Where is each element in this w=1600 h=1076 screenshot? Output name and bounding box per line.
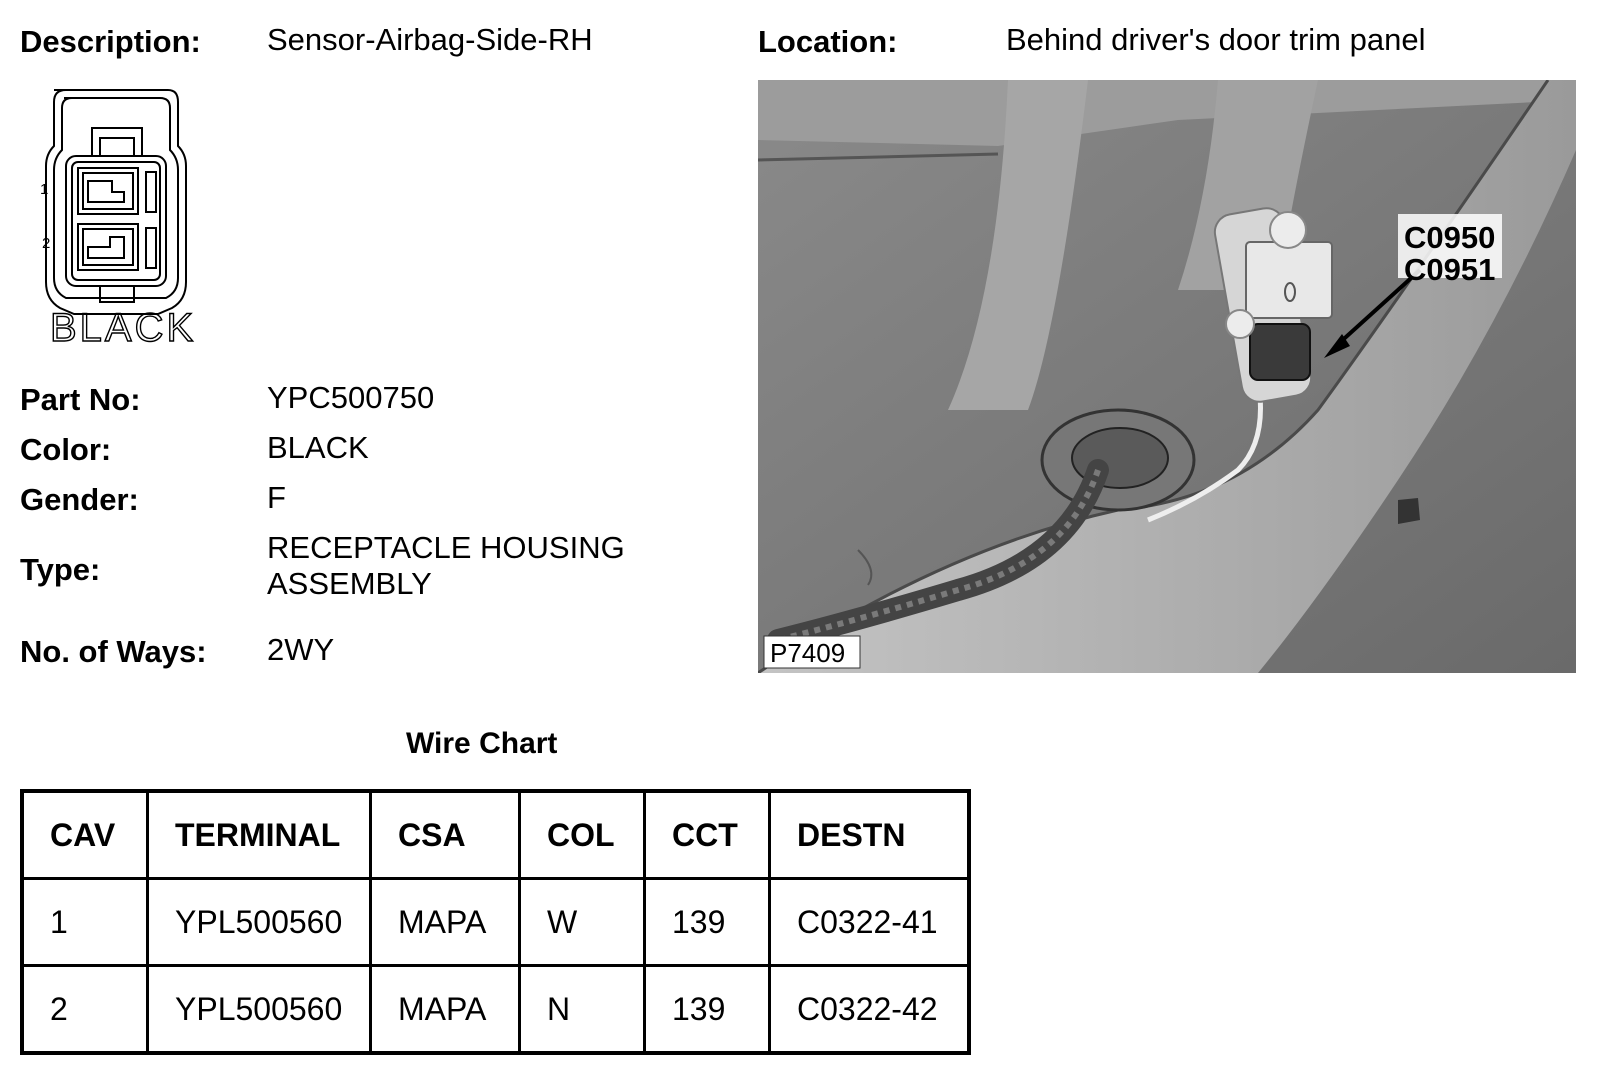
ways-label: No. of Ways: [20,634,207,669]
cell-cav: 2 [22,966,148,1054]
header-cav: CAV [22,791,148,879]
connector-bottom-tab [100,286,134,302]
cell-cct: 139 [645,879,770,966]
header-csa: CSA [371,791,520,879]
color-label: Color: [20,432,112,467]
type-label: Type: [20,552,101,587]
callout-c0950: C0950 [1404,220,1496,255]
table-row [22,966,969,1054]
airbag-sensor [1246,242,1332,318]
location-value: Behind driver's door trim panel [1006,22,1426,57]
ways-value: 2WY [267,632,335,667]
wire-chart-table [20,789,971,1055]
connector-body [66,156,166,286]
pin-2-label: 2 [42,235,51,252]
header-terminal: TERMINAL [148,791,371,879]
cell-terminal: YPL500560 [148,966,371,1054]
connector-face-diagram [26,86,206,356]
location-photo [758,80,1576,673]
description-value: Sensor-Airbag-Side-RH [267,22,593,57]
door-clip [1398,498,1420,524]
callout-c0951: C0951 [1404,252,1496,287]
type-value-line1: RECEPTACLE HOUSING [267,530,625,565]
table-header-row [22,791,969,879]
pin-1-label: 1 [40,181,49,198]
part-no-value: YPC500750 [267,380,435,415]
cell-terminal: YPL500560 [148,879,371,966]
cell-col: W [520,879,645,966]
cell-cav: 1 [22,879,148,966]
description-label: Description: [20,24,201,59]
color-value: BLACK [267,430,369,465]
header-destn: DESTN [770,791,970,879]
figure-id: P7409 [770,638,846,668]
cell-destn: C0322-41 [770,879,970,966]
location-label: Location: [758,24,898,59]
header-cct: CCT [645,791,770,879]
wire-chart-title: Wire Chart [406,727,558,760]
cell-destn: C0322-42 [770,966,970,1054]
table-row [22,879,969,966]
connector-color-text: BLACK [50,306,197,350]
cell-cct: 139 [645,966,770,1054]
header-col: COL [520,791,645,879]
cell-csa: MAPA [371,966,520,1054]
gender-label: Gender: [20,482,139,517]
cell-csa: MAPA [371,879,520,966]
part-no-label: Part No: [20,382,141,417]
type-value-line2: ASSEMBLY [267,566,432,601]
gender-value: F [267,480,286,515]
cell-col: N [520,966,645,1054]
sensor-connector [1250,324,1310,380]
connector-top-latch-inner [100,138,134,156]
